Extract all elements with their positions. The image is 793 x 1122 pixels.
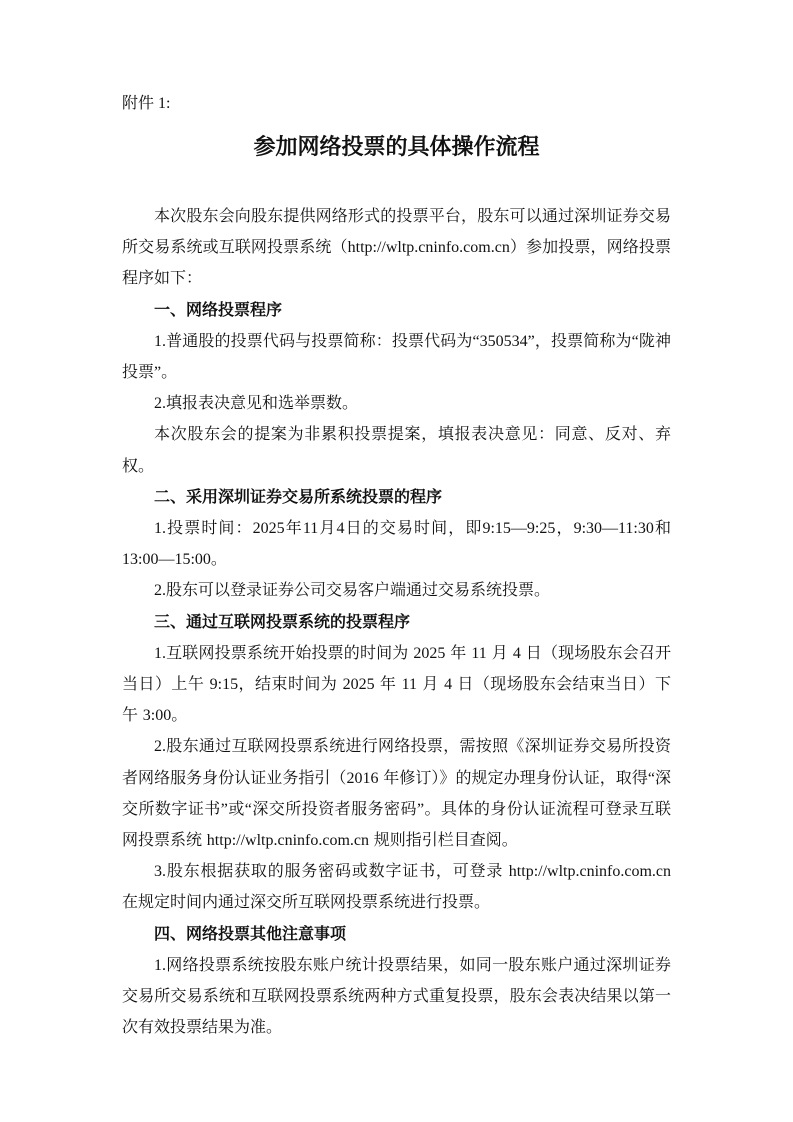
section-1-paragraph-1: 1.普通股的投票代码与投票简称：投票代码为“350534”，投票简称为“陇神投票”。: [122, 332, 671, 382]
document-body: [122, 201, 671, 1043]
section-2-heading: 二、采用深圳证券交易所系统投票的程序: [154, 488, 443, 506]
intro-paragraph: 本次股东会向股东提供网络形式的投票平台，股东可以通过深圳证券交易所交易系统或互联网投票系统（http://wltp.cninfo.com.cn）参加投票，网络投票程序如下：: [122, 208, 671, 288]
section-3-paragraph-1: 1.互联网投票系统开始投票的时间为 2025 年 11 月 4 日（现场股东会召开当日）上午 9:15，结束时间为 2025 年 11 月 4 日（现场股东会结束当日）下午 3:00。: [122, 644, 671, 725]
section-3-heading: 三、通过互联网投票系统的投票程序: [154, 613, 411, 631]
section-1-paragraph-2: 2.填报表决意见和选举票数。: [154, 395, 359, 413]
section-4-heading: 四、网络投票其他注意事项: [154, 925, 347, 943]
section-3-paragraph-2: 2.股东通过互联网投票系统进行网络投票，需按照《深圳证券交易所投资者网络服务身份认证业务指引（2016 年修订）》的规定办理身份认证，取得“深交所数字证书”或“深交所投资者服务密码”。具体的身份认证流程可登录互联网投票系统 http://wltp.cninfo.com.cn 规则指引栏目查阅。: [122, 738, 671, 850]
section-1-paragraph-3: 本次股东会的提案为非累积投票提案，填报表决意见：同意、反对、弃权。: [122, 426, 671, 475]
section-3-paragraph-3: 3.股东根据获取的服务密码或数字证书，可登录 http://wltp.cninfo.com.cn 在规定时间内通过深交所互联网投票系统进行投票。: [122, 863, 671, 912]
section-4-paragraph-1: 1.网络投票系统按股东账户统计投票结果，如同一股东账户通过深圳证券交易所交易系统和互联网投票系统两种方式重复投票，股东会表决结果以第一次有效投票结果为准。: [122, 956, 671, 1037]
document-title: 参加网络投票的具体操作流程: [253, 134, 540, 159]
attachment-label: 附件 1:: [122, 95, 171, 112]
section-2-paragraph-1: 1.投票时间：2025年11月4日的交易时间，即9:15—9:25，9:30—11:30和13:00—15:00。: [122, 520, 671, 569]
title-gap: [122, 167, 671, 201]
section-1-heading: 一、网络投票程序: [154, 301, 283, 319]
section-2-paragraph-2: 2.股东可以登录证券公司交易客户端通过交易系统投票。: [154, 582, 551, 600]
